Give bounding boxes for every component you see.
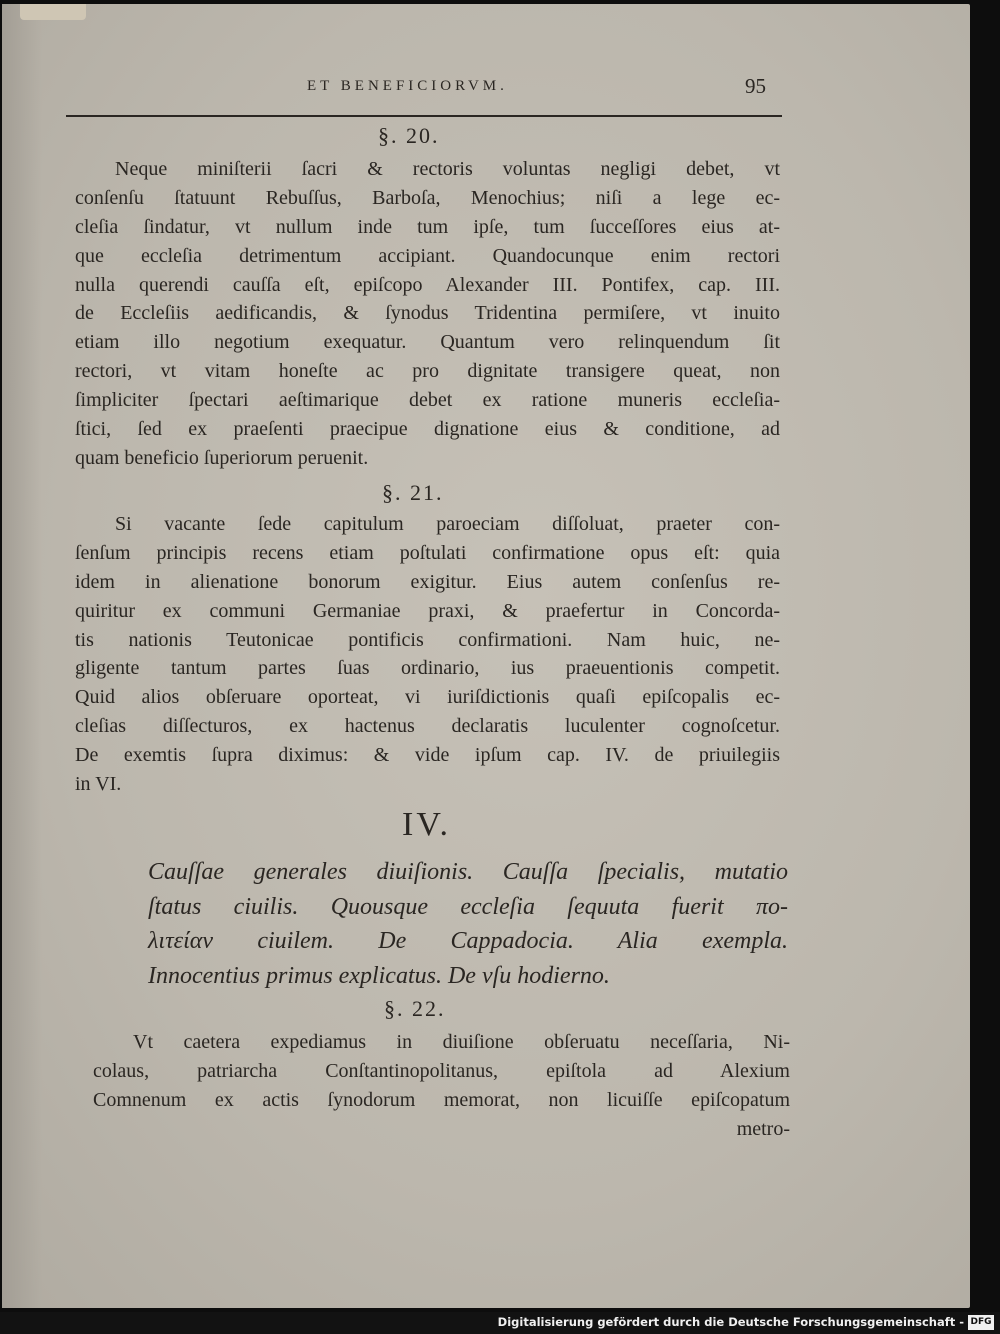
chapter-numeral: IV. [402, 806, 451, 843]
page-number: 95 [745, 74, 766, 98]
text-line: ſenſum principis recens etiam poſtulati confirmatione opus eſt: quia [75, 541, 780, 564]
text-line: quiritur ex communi Germaniae praxi, & praefertur in Concorda- [75, 599, 780, 622]
catchword: metro- [736, 1117, 790, 1140]
text-line: Si vacante ſede capitulum paroeciam diſſoluat, praeter con- [115, 513, 780, 535]
page-gutter-shadow [2, 4, 42, 1308]
running-title: ET BENEFICIORVM. [307, 78, 508, 94]
text-line: cleſia ſindatur, vt nullum inde tum ipſe, tum ſucceſſores eius at- [75, 215, 780, 238]
text-line: que eccleſia detrimentum accipiant. Quandocunque enim rectori [75, 244, 780, 267]
footer-credit: Digitalisierung gefördert durch die Deutsche Forschungsgemeinschaft - [497, 1315, 964, 1329]
section-heading-22: §. 22. [384, 996, 446, 1021]
section-heading-20: §. 20. [378, 123, 440, 148]
text-line: rectori, vt vitam honeſte ac pro dignitate transigere queat, non [75, 360, 780, 383]
summary-line: ſtatus ciuilis. Quousque eccleſia ſequuta fuerit πο- [148, 893, 788, 920]
text-line: cleſias diſſecturos, ex hactenus declaratis luculenter cognoſcetur. [75, 715, 780, 738]
text-line: de Eccleſiis aedificandis, & ſynodus Tridentina permiſere, vt inuito [75, 302, 780, 325]
chapter-summary [148, 855, 788, 993]
text-line: etiam illo negotium exequatur. Quantum vero relinquendum ſit [75, 331, 780, 354]
text-line: Neque miniſterii ſacri & rectoris voluntas negligi debet, vt [115, 158, 780, 180]
text-line: Comnenum ex actis ſynodorum memorat, non licuiſſe epiſcopatum [93, 1088, 790, 1111]
section-21-text [75, 510, 780, 799]
running-header [75, 74, 787, 104]
text-line: Quid alios obſeruare oporteat, vi iuriſdictionis quaſi epiſcopalis ec- [75, 686, 780, 709]
text-line: quam beneficio ſuperiorum peruenit. [75, 446, 369, 469]
summary-line: Innocentius primus explicatus. De vſu hodierno. [148, 962, 610, 989]
footer-bar [0, 1312, 1000, 1334]
section-20-text [75, 155, 780, 473]
summary-line: Cauſſae generales diuiſionis. Cauſſa ſpecialis, mutatio [148, 859, 788, 885]
text-line: Vt caetera expediamus in diuiſione obſeruatu neceſſaria, Ni- [133, 1031, 790, 1053]
text-line: colaus, patriarcha Conſtantinopolitanus, epiſtola ad Alexium [93, 1059, 790, 1082]
text-line: conſenſu ſtatuunt Rebuſſus, Barboſa, Menochius; niſi a lege ec- [75, 186, 780, 209]
text-line: ſimpliciter ſpectari aeſtimarique debet ex ratione muneris eccleſia- [75, 389, 780, 412]
summary-line: λιτείαν ciuilem. De Cappadocia. Alia exempla. [148, 928, 788, 954]
section-22-text [93, 1028, 790, 1144]
header-rule [66, 115, 782, 117]
section-heading-21: §. 21. [382, 480, 444, 505]
page-tab [20, 4, 86, 20]
text-line: gligente tantum partes ſuas ordinario, ius praeuentionis competit. [75, 657, 780, 680]
text-line: tis nationis Teutonicae pontificis confirmationi. Nam huic, ne- [75, 628, 780, 651]
dfg-logo: DFG [968, 1315, 994, 1330]
text-line: ſtici, ſed ex praeſenti praecipue dignatione eius & conditione, ad [75, 418, 780, 441]
text-line: in VI. [75, 773, 122, 796]
text-line: De exemtis ſupra diximus: & vide ipſum cap. IV. de priuilegiis [75, 744, 780, 767]
text-line: idem in alienatione bonorum exigitur. Eius autem conſenſus re- [75, 570, 780, 593]
text-line: nulla querendi cauſſa eſt, epiſcopo Alexander III. Pontifex, cap. III. [75, 273, 780, 296]
